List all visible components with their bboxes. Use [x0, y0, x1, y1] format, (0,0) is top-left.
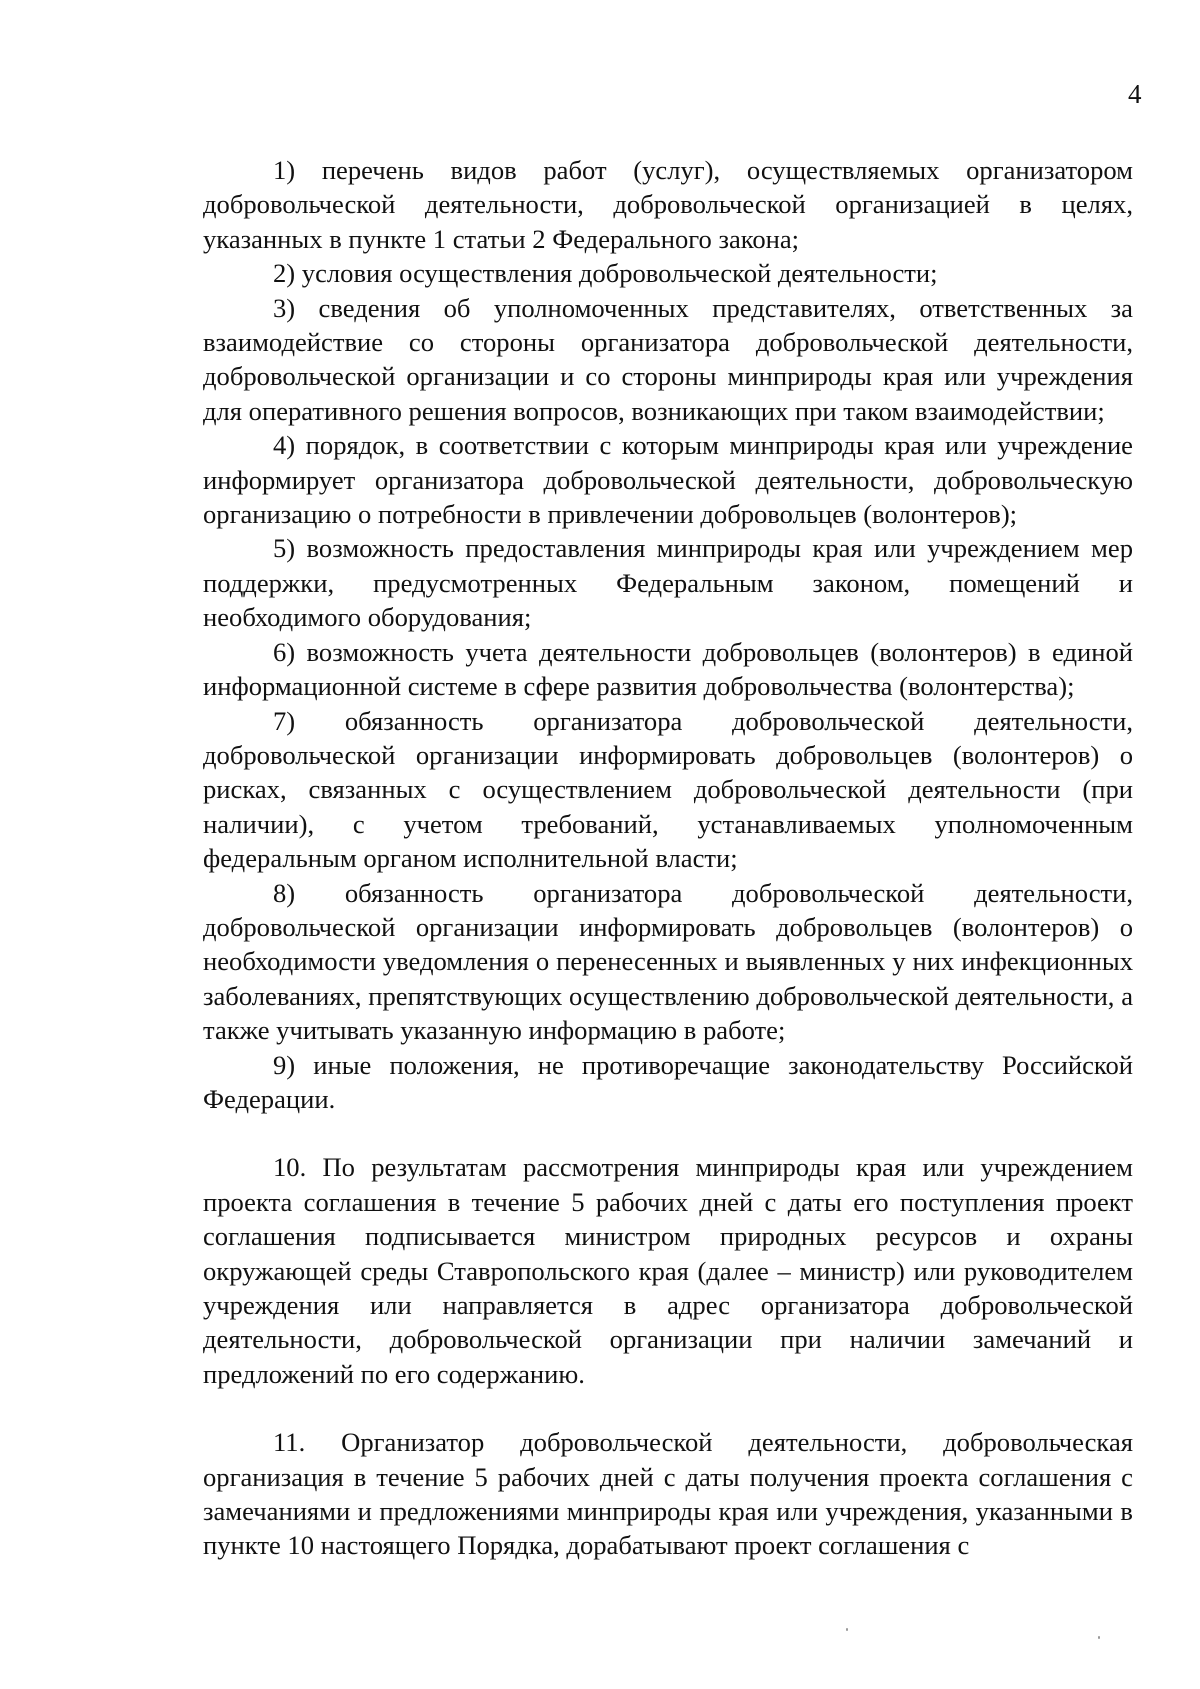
document-body	[203, 153, 1133, 1563]
list-item-4: 4) порядок, в соответствии с которым минприроды края или учреждение информирует организатора добровольческой деятельности, добровольческую организацию о потребности в привлечении добровольцев (волонтеров);	[203, 430, 1133, 530]
paragraph-11: 11. Организатор добровольческой деятельности, добровольческая организация в течение 5 рабочих дней с даты получения проекта соглашения с замечаниями и предложениями минприроды края или учреждения, указанными в пункте 10 настоящего Порядка, дорабатывают проект соглашения с	[203, 1427, 1133, 1561]
list-item-9: 9) иные положения, не противоречащие законодательству Российской Федерации.	[203, 1049, 1133, 1114]
list-item-3: 3) сведения об уполномоченных представителях, ответственных за взаимодействие со стороны организатора добровольческой деятельности, добровольческой организации и со стороны минприроды края или учреждения для оперативного решения вопросов, возникающих при таком взаимодействии;	[203, 292, 1133, 426]
list-item-5: 5) возможность предоставления минприроды края или учреждением мер поддержки, предусмотренных Федеральным законом, помещений и необходимого оборудования;	[203, 533, 1133, 633]
list-item-2: 2) условия осуществления добровольческой деятельности;	[273, 258, 938, 289]
page-number: 4	[1128, 79, 1142, 109]
list-item-7: 7) обязанность организатора добровольческой деятельности, добровольческой организации информировать добровольцев (волонтеров) о рисках, связанных с осуществлением добровольческой деятельности (при наличии), с учетом требований, устанавливаемых уполномоченным федеральным органом исполнительной власти;	[203, 705, 1133, 874]
list-item-6: 6) возможность учета деятельности добровольцев (волонтеров) в единой информационной системе в сфере развития добровольчества (волонтерства);	[203, 636, 1133, 702]
scan-speck	[846, 1628, 848, 1631]
scan-speck	[1098, 1636, 1100, 1639]
list-item-8: 8) обязанность организатора добровольческой деятельности, добровольческой организации информировать добровольцев (волонтеров) о необходимости уведомления о перенесенных и выявленных у них инфекционных заболеваниях, препятствующих осуществлению добровольческой деятельности, а также учитывать указанную информацию в работе;	[203, 877, 1133, 1046]
list-item-1: 1) перечень видов работ (услуг), осуществляемых организатором добровольческой деятельности, добровольческой организацией в целях, указанных в пункте 1 статьи 2 Федерального закона;	[203, 155, 1133, 254]
paragraph-10: 10. По результатам рассмотрения минприроды края или учреждением проекта соглашения в течение 5 рабочих дней с даты его поступления проект соглашения подписывается министром природных ресурсов и охраны окружающей среды Ставропольского края (далее – министр) или руководителем учреждения или направляется в адрес организатора добровольческой деятельности, добровольческой организации при наличии замечаний и предложений по его содержанию.	[203, 1152, 1133, 1389]
